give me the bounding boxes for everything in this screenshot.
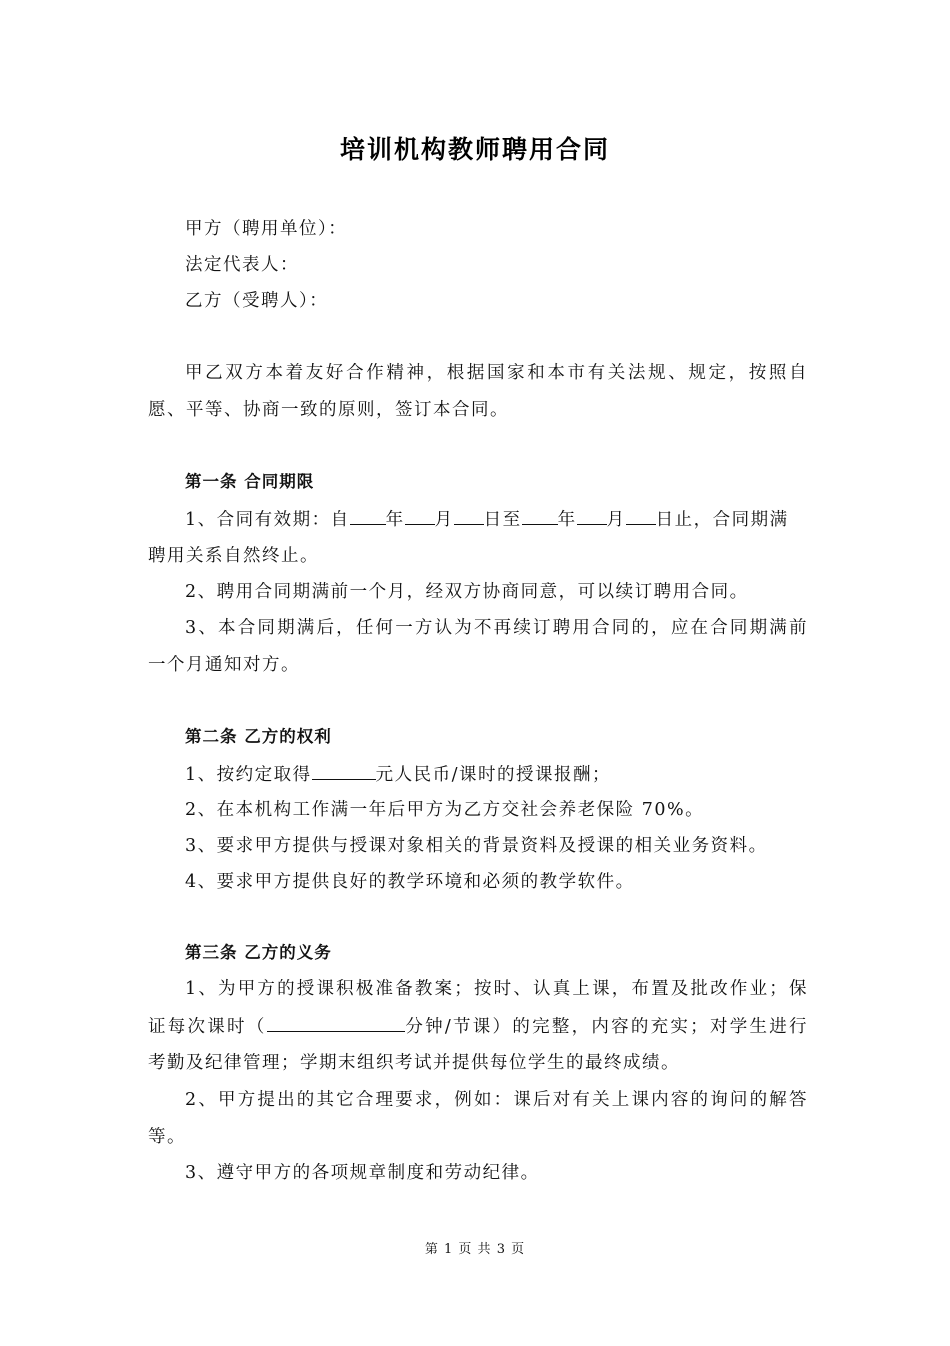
term-day-to: 日至 — [483, 510, 522, 530]
start-month-blank[interactable] — [405, 506, 435, 525]
duration-minutes-blank[interactable] — [267, 1013, 405, 1032]
duration-prefix: 证每次课时（ — [148, 1017, 267, 1037]
intro-line-2: 愿、平等、协商一致的原则，签订本合同。 — [148, 400, 509, 420]
article-2-item-4: 4、要求甲方提供良好的教学环境和必须的教学软件。 — [185, 872, 635, 892]
article-3-item-2-line-2: 等。 — [148, 1127, 186, 1147]
party-a-label: 甲方（聘用单位）： — [185, 219, 348, 239]
article-3-item-1-line-2 — [148, 1013, 808, 1040]
start-day-blank[interactable] — [454, 506, 484, 525]
fee-suffix: 元人民币/课时的授课报酬； — [375, 765, 612, 785]
article-1-item-3-line-2: 一个月通知对方。 — [148, 655, 300, 675]
term-month-2: 月 — [606, 510, 626, 530]
article-2-item-3: 3、要求甲方提供与授课对象相关的背景资料及授课的相关业务资料。 — [185, 836, 768, 856]
term-prefix: 1、合同有效期：自 — [185, 510, 350, 530]
article-3-item-1-line-1: 1、为甲方的授课积极准备教案；按时、认真上课，布置及批改作业；保 — [185, 979, 808, 999]
duration-suffix: 分钟/节课）的完整，内容的充实；对学生进行 — [404, 1017, 808, 1037]
term-suffix: 日止，合同期满 — [655, 510, 789, 530]
term-month-1: 月 — [434, 510, 454, 530]
party-b-label: 乙方（受聘人）： — [185, 291, 329, 311]
article-3-item-2-line-1: 2、甲方提出的其它合理要求，例如：课后对有关上课内容的询问的解答 — [185, 1090, 808, 1110]
start-year-blank[interactable] — [350, 506, 386, 525]
article-1-item-2: 2、聘用合同期满前一个月，经双方协商同意，可以续订聘用合同。 — [185, 582, 749, 602]
article-1-item-1 — [185, 506, 808, 533]
article-2-item-2: 2、在本机构工作满一年后甲方为乙方交社会养老保险 70%。 — [185, 800, 705, 820]
article-2-heading: 第二条 乙方的权利 — [185, 727, 332, 746]
legal-rep-label: 法定代表人： — [185, 255, 299, 275]
article-1-heading: 第一条 合同期限 — [185, 472, 315, 491]
article-1-item-1-line-2: 聘用关系自然终止。 — [148, 546, 319, 566]
article-3-heading: 第三条 乙方的义务 — [185, 943, 332, 962]
fee-prefix: 1、按约定取得 — [185, 765, 312, 785]
article-3-item-1-line-3: 考勤及纪律管理；学期末组织考试并提供每位学生的最终成绩。 — [148, 1053, 680, 1073]
fee-amount-blank[interactable] — [312, 761, 376, 780]
term-year-1: 年 — [385, 510, 405, 530]
end-month-blank[interactable] — [577, 506, 607, 525]
article-3-item-3: 3、遵守甲方的各项规章制度和劳动纪律。 — [185, 1163, 540, 1183]
page-footer: 第 1 页 共 3 页 — [424, 1242, 526, 1257]
end-year-blank[interactable] — [522, 506, 558, 525]
term-year-2: 年 — [557, 510, 577, 530]
page-title: 培训机构教师聘用合同 — [339, 135, 610, 164]
intro-line-1: 甲乙双方本着友好合作精神，根据国家和本市有关法规、规定，按照自 — [185, 363, 808, 383]
end-day-blank[interactable] — [626, 506, 656, 525]
article-2-item-1 — [185, 761, 808, 788]
article-1-item-3-line-1: 3、本合同期满后，任何一方认为不再续订聘用合同的，应在合同期满前 — [185, 618, 808, 638]
